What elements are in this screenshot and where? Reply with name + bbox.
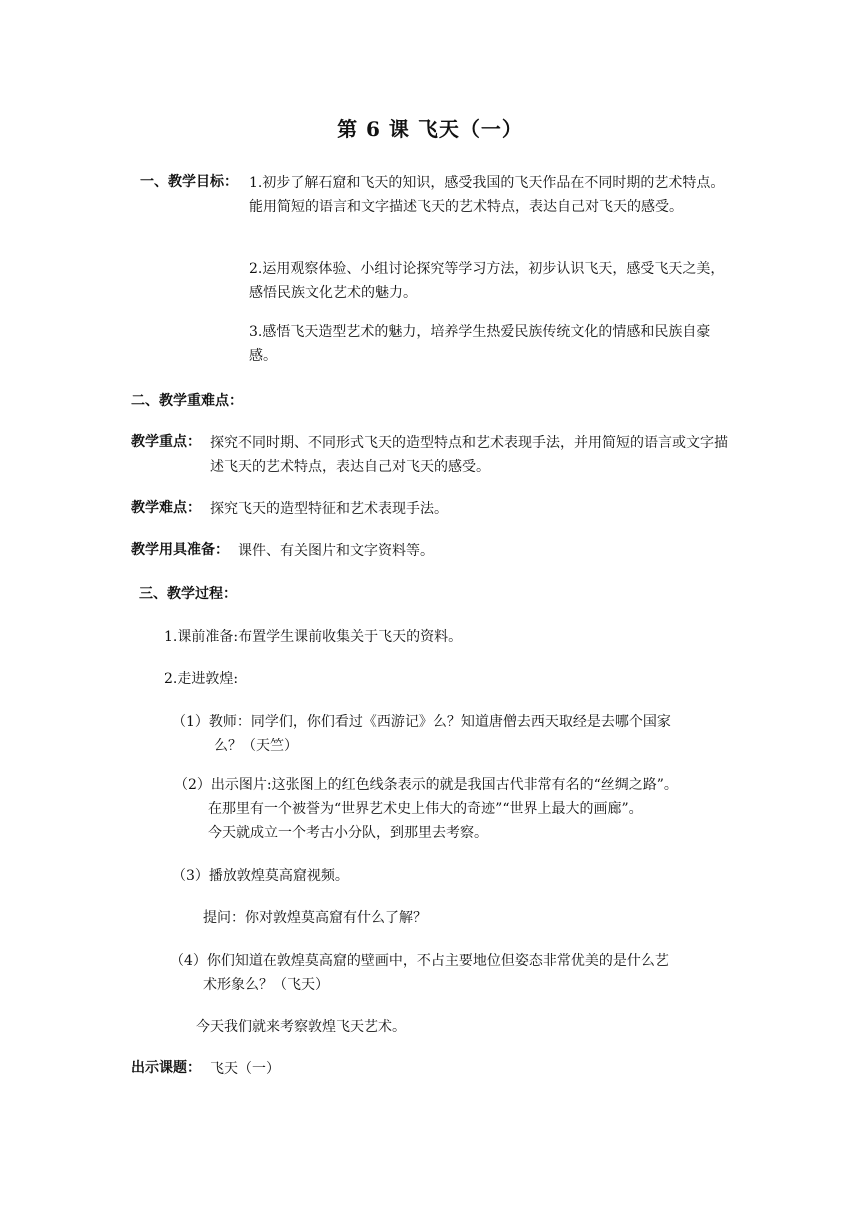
process-sub-3: （3）播放敦煌莫高窟视频。 [172,868,349,884]
page-title: 第 6 课 飞天（一） [337,117,523,141]
key-difficult-heading: 二、教学重难点： [131,393,243,409]
process-question: 提问：你对敦煌莫高窟有什么了解？ [203,910,427,926]
tools-text: 课件、有关图片和文字资料等。 [238,543,434,559]
difficult-point-label: 教学难点： [131,500,201,516]
process-step-1: 1.课前准备:布置学生课前收集关于飞天的资料。 [164,629,463,645]
today-statement: 今天我们就来考察敦煌飞天艺术。 [196,1019,406,1035]
process-sub-2-line-2: 在那里有一个被誉为“世界艺术史上伟大的奇迹”“世界上最大的画廊”。 [208,801,643,817]
tools-label: 教学用具准备： [131,542,229,558]
objective-item-3: 3.感悟飞天造型艺术的魅力，培养学生热爱民族传统文化的情感和民族自豪感。 [249,324,711,364]
topic-label: 出示课题： [131,1060,201,1076]
process-sub-2-line-3: 今天就成立一个考古小分队，到那里去考察。 [208,825,488,841]
topic-text: 飞天（一） [210,1061,280,1077]
process-sub-1-line-1: （1）教师：同学们，你们看过《西游记》么？知道唐僧去西天取经是去哪个国家 [172,714,671,730]
objectives-label: 一、教学目标： [140,174,238,190]
key-point-label: 教学重点： [131,434,201,450]
objective-item-1: 1.初步了解石窟和飞天的知识，感受我国的飞天作品在不同时期的艺术特点。能用简短的语言和文字描述飞天的艺术特点，表达自己对飞天的感受。 [249,175,725,215]
process-sub-4-line-2: 术形象么？（飞天） [203,977,329,993]
process-sub-4-line-1: （4）你们知道在敦煌莫高窟的壁画中，不占主要地位但姿态非常优美的是什么艺 [170,953,669,969]
objective-item-2: 2.运用观察体验、小组讨论探究等学习方法，初步认识飞天，感受飞天之美，感悟民族文化艺术的魅力。 [249,261,725,301]
difficult-point-text: 探究飞天的造型特征和艺术表现手法。 [210,501,448,517]
process-step-2: 2.走进敦煌: [164,671,239,687]
process-sub-1-line-2: 么？（天竺） [214,738,298,754]
process-heading: 三、教学过程： [139,586,237,602]
process-sub-2-line-1: （2）出示图片:这张图上的红色线条表示的就是我国古代非常有名的“丝绸之路”。 [174,777,678,793]
key-point-text: 探究不同时期、不同形式飞天的造型特点和艺术表现手法，并用简短的语言或文字描述飞天的艺术特点，表达自己对飞天的感受。 [210,435,728,475]
